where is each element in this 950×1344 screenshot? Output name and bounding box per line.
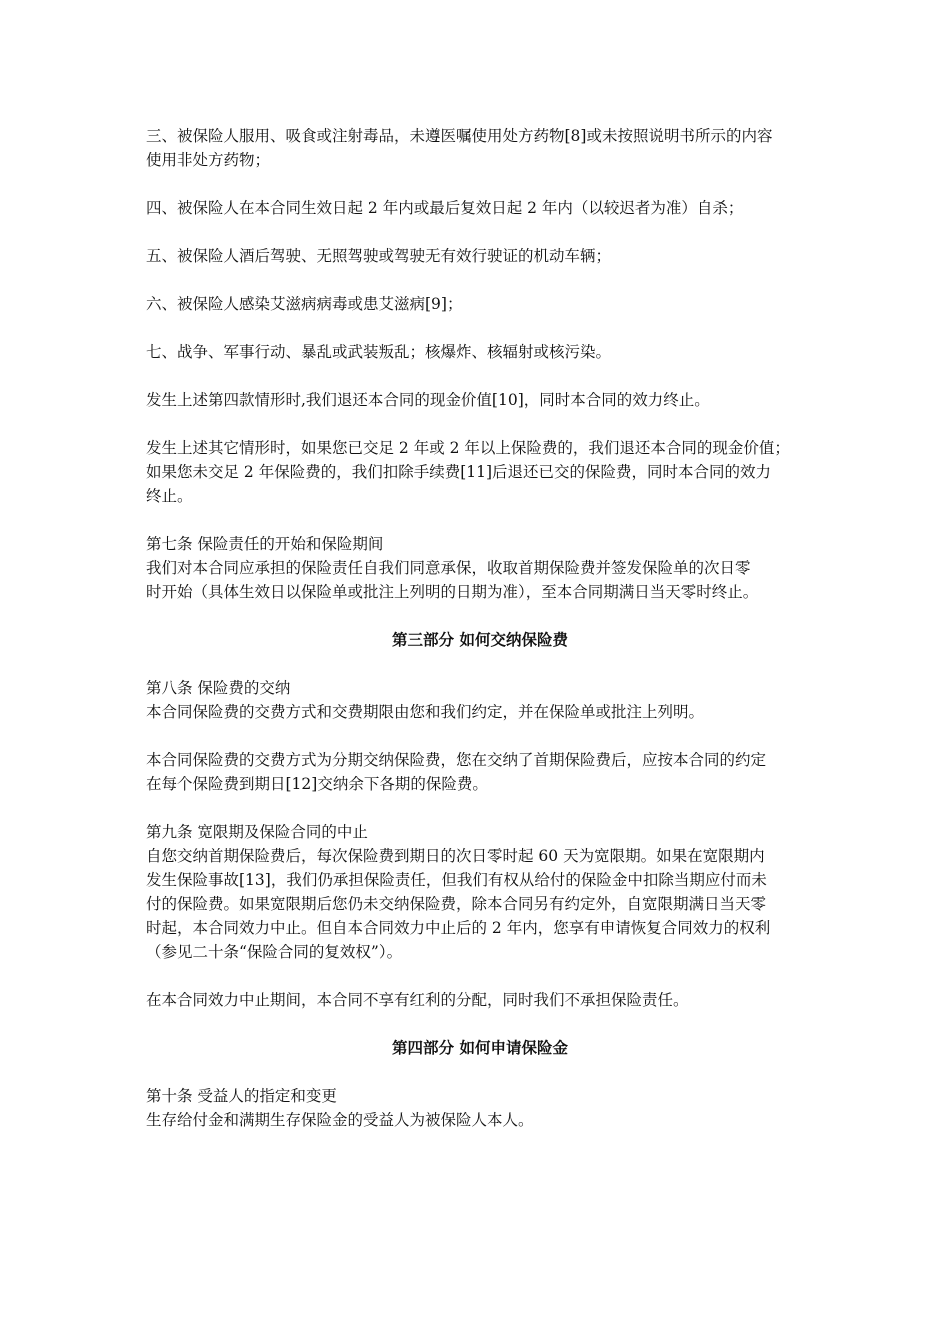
article-7-body: 我们对本合同应承担的保险责任自我们同意承保，收取首期保险费并签发保险单的次日零 时开始（具体生效日以保险单或批注上列明的日期为准），至本合同期满日当天零时终止。 [146,559,759,601]
clause-5: 五、被保险人酒后驾驶、无照驾驶或驾驶无有效行驶证的机动车辆； [146,247,612,265]
article-9-body-2: 在本合同效力中止期间，本合同不享有红利的分配，同时我们不承担保险责任。 [146,991,689,1009]
article-9-title: 第九条 宽限期及保险合同的中止 [146,823,368,841]
article-7-title: 第七条 保险责任的开始和保险期间 [146,535,384,553]
article-8-title: 第八条 保险费的交纳 [146,679,291,697]
article-7 [146,532,814,604]
article-10-title: 第十条 受益人的指定和变更 [146,1087,337,1105]
article-10-body: 生存给付金和满期生存保险金的受益人为被保险人本人。 [146,1111,534,1129]
clause-4-consequence: 发生上述第四款情形时,我们退还本合同的现金价值[10]，同时本合同的效力终止。 [146,391,710,409]
article-9 [146,820,814,1012]
part-4-heading: 第四部分 如何申请保险金 [392,1038,568,1057]
clause-4: 四、被保险人在本合同生效日起 2 年内或最后复效日起 2 年内（以较迟者为准）自杀； [146,199,744,217]
article-8-body-2: 本合同保险费的交费方式为分期交纳保险费，您在交纳了首期保险费后，应按本合同的约定 在每个保险费到期日[12]交纳余下各期的保险费。 [146,751,767,793]
article-8-body: 本合同保险费的交费方式和交费期限由您和我们约定，并在保险单或批注上列明。 [146,703,705,721]
clause-7: 七、战争、军事行动、暴乱或武装叛乱；核爆炸、核辐射或核污染。 [146,343,612,361]
clause-3: 三、被保险人服用、吸食或注射毒品，未遵医嘱使用处方药物[8]或未按照说明书所示的内容 使用非处方药物； [146,127,773,169]
other-clauses-consequence: 发生上述其它情形时，如果您已交足 2 年或 2 年以上保险费的，我们退还本合同的现金价值； 如果您未交足 2 年保险费的，我们扣除手续费[11]后退还已交的保险费，同时本合同的效力 终止。 [146,439,790,505]
part-3-heading: 第三部分 如何交纳保险费 [392,630,568,649]
document-page [146,124,814,1156]
article-10 [146,1084,814,1132]
article-8 [146,676,814,796]
article-9-body: 自您交纳首期保险费后，每次保险费到期日的次日零时起 60 天为宽限期。如果在宽限期内 发生保险事故[13]，我们仍承担保险责任，但我们有权从给付的保险金中扣除当期应付而未 付的保险费。如果宽限期后您仍未交纳保险费，除本合同另有约定外，自宽限期满日当天零 时起，本合同效力中止。但自本合同效力中止后的 2 年内，您享有申请恢复合同效力的权利 （参见二十条“保险合同的复效权”）。 [146,847,771,961]
clause-6: 六、被保险人感染艾滋病病毒或患艾滋病[9]； [146,295,463,313]
